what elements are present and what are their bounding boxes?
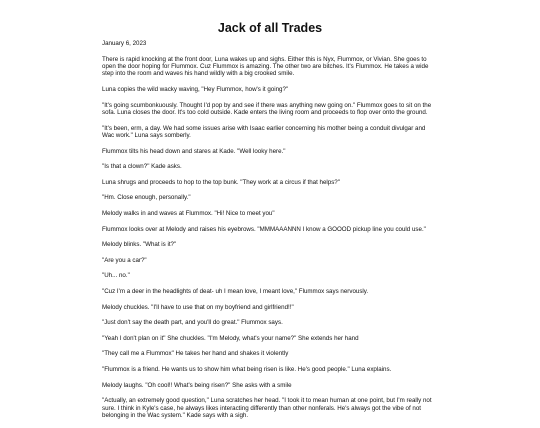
paragraph: "It's going scumbonkuously. Thought I'd pop by and see if there was anything new going on." Flummox goes to sit on the sofa. Luna closes the door. It's too cold outside. Kade enters the living room and proceeds to flop over onto the ground. xyxy=(102,101,432,116)
document-title: Jack of all Trades xyxy=(217,21,323,35)
paragraph: "Cuz I'm a deer in the headlights of deat- uh I mean love, I meant love," Flummox says nervously. xyxy=(102,287,369,295)
paragraph: Luna shrugs and proceeds to hop to the top bunk. "They work at a circus if that helps?" xyxy=(102,178,340,186)
paragraph: "Yeah I don't plan on it" She chuckles. "I'm Melody, what's your name?" She extends her hand xyxy=(102,334,359,342)
paragraph: "Uh... no." xyxy=(102,272,130,280)
paragraph: "Actually, an extremely good question," Luna scratches her head. "I took it to mean human at one point, but I'm really not sure. I think in Kyle's case, he always likes interacting differently than other nonferals. He's always got the vibe of not belonging in the Wac system." Kade says with a sigh. xyxy=(102,397,432,419)
paragraph: "Hm. Close enough, personally." xyxy=(102,194,191,202)
paragraph: There is rapid knocking at the front door, Luna wakes up and sighs. Either this is Nyx, Flummox, or Vivian. She goes to open the door hoping for Flummox. Cuz Flummox is amazing. The other two are bitches. It's Flummox. He takes a wide step into the room and waves his hand wildly with a big crooked smile. xyxy=(102,55,429,78)
document-date: January 6, 2023 xyxy=(102,40,147,47)
paragraph: Flummox tilts his head down and stares at Kade. "Well looky here." xyxy=(102,147,286,155)
paragraph: "They call me a Flummox" He takes her hand and shakes it violently xyxy=(102,350,289,358)
paragraph: "Are you a car?" xyxy=(102,256,147,264)
paragraph: Luna copies the wild wacky waving, "Hey Flummox, how's it going?" xyxy=(102,86,289,93)
paragraph: Melody laughs. "Oh cool!! What's being risen?" She asks with a smile xyxy=(102,381,292,389)
paragraph: Melody walks in and waves at Flummox. "Hi! Nice to meet you" xyxy=(102,209,275,217)
paragraph: Flummox looks over at Melody and raises his eyebrows. "MMMAAANNN I know a GOOOD pickup line you could use." xyxy=(102,225,426,233)
paragraph: "Is that a clown?" Kade asks. xyxy=(102,163,182,171)
paragraph: "Flummox is a friend. He wants us to show him what being risen is like. He's good people." Luna explains. xyxy=(102,365,392,373)
paragraph: Melody blinks. "What is it?" xyxy=(102,241,177,249)
paragraph: Melody chuckles. "I'll have to use that on my boyfriend and girlfriend!!" xyxy=(102,303,294,311)
paragraph: "Just don't say the death part, and you'll do great." Flummox says. xyxy=(102,319,283,327)
paragraph: "It's been, erm, a day. We had some issues arise with Isaac earlier concerning his mother being a conduit divulgar and Wac work." Luna says somberly. xyxy=(102,124,426,139)
document-body xyxy=(102,40,438,428)
